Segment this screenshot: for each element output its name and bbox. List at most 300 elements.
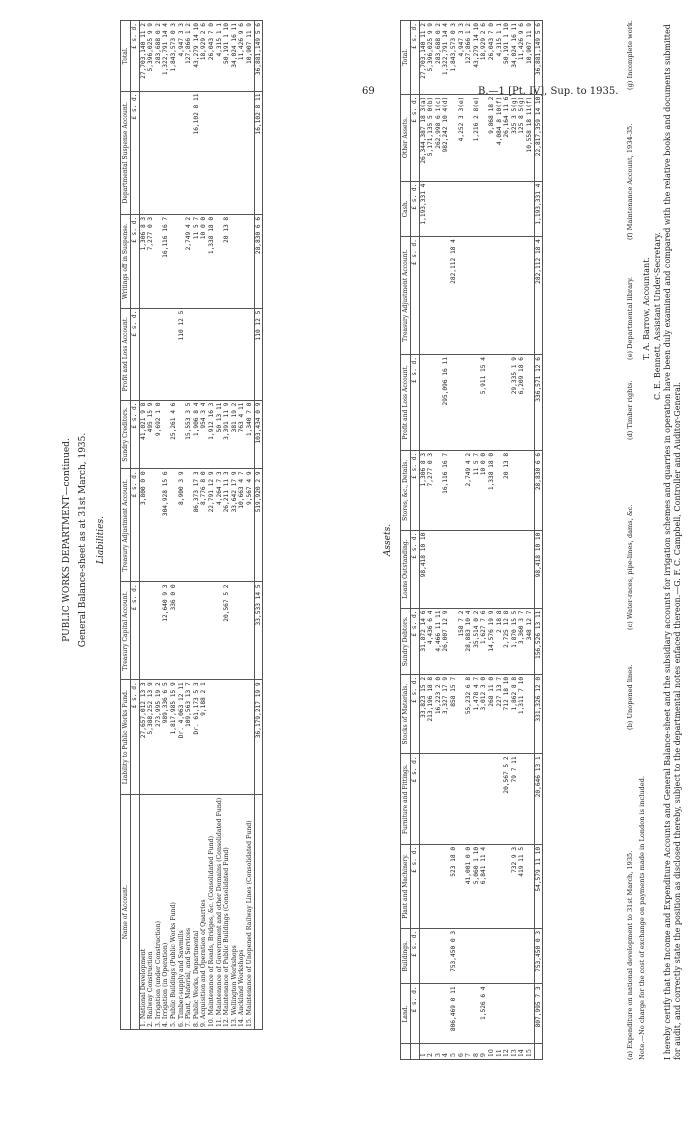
liability-value bbox=[231, 308, 239, 400]
asset-value: 4,466 11 11 bbox=[435, 608, 443, 674]
asset-value bbox=[503, 355, 511, 451]
assets-column-header: Loans Outstanding. bbox=[401, 530, 411, 608]
asset-value bbox=[427, 928, 435, 984]
asset-value bbox=[450, 355, 458, 451]
asset-value: 98,418 10 10 bbox=[419, 530, 427, 608]
units-label: £ s. d. bbox=[131, 308, 140, 400]
liability-value: 15,553 3 5 bbox=[185, 400, 193, 469]
asset-value bbox=[427, 984, 435, 1044]
asset-value bbox=[458, 450, 466, 530]
assets-column-header: Total. bbox=[401, 21, 411, 95]
liability-value bbox=[216, 680, 224, 795]
asset-value bbox=[442, 984, 450, 1044]
liability-value: 16,116 16 7 bbox=[162, 214, 170, 308]
liability-value: 5,388,252 13 9 bbox=[147, 680, 155, 795]
units-label: £ s. d. bbox=[131, 21, 140, 92]
liabilities-column-header: Treasury Adjustment Account. bbox=[121, 469, 131, 582]
table-row bbox=[231, 21, 239, 1030]
table-row bbox=[511, 21, 519, 1060]
asset-value: 2,725 12 8 bbox=[503, 608, 511, 674]
liability-value: 495 15 9 bbox=[147, 400, 155, 469]
asset-value bbox=[419, 355, 427, 451]
liability-value bbox=[238, 680, 246, 795]
asset-value: 753,450 0 3 bbox=[450, 928, 458, 984]
row-number: 7 bbox=[465, 1044, 473, 1060]
table-row bbox=[185, 21, 193, 1030]
assets-total-row bbox=[534, 21, 543, 1060]
asset-value bbox=[465, 984, 473, 1044]
asset-value: 16,116 16 7 bbox=[442, 450, 450, 530]
asset-value: 1,526 6 4 bbox=[480, 984, 488, 1044]
table-row bbox=[208, 21, 216, 1030]
asset-value bbox=[526, 928, 534, 984]
asset-value: 125 8 5(g) bbox=[518, 94, 526, 181]
asset-value: 732 9 3 bbox=[511, 844, 519, 928]
liability-value bbox=[139, 582, 147, 680]
units-label: £ s. d. bbox=[411, 237, 420, 355]
asset-value bbox=[488, 984, 496, 1044]
asset-value: 20,567 5 2 bbox=[503, 754, 511, 845]
asset-value bbox=[450, 450, 458, 530]
liability-value: 4,315 1 1 bbox=[216, 21, 224, 92]
asset-value bbox=[435, 928, 443, 984]
asset-value bbox=[465, 237, 473, 355]
asset-value bbox=[480, 530, 488, 608]
asset-value bbox=[488, 355, 496, 451]
units-label: £ s. d. bbox=[411, 450, 420, 530]
liability-value: 1,340 7 0 bbox=[246, 400, 254, 469]
units-label: £ s. d. bbox=[131, 582, 140, 680]
asset-value: 5,171,135 5 0(b) bbox=[427, 94, 435, 181]
asset-value bbox=[450, 181, 458, 237]
liabilities-column-header: Sundry Creditors. bbox=[121, 400, 131, 469]
asset-value bbox=[480, 754, 488, 845]
asset-value: 806,469 0 11 bbox=[450, 984, 458, 1044]
asset-value bbox=[427, 237, 435, 355]
liability-value bbox=[200, 582, 208, 680]
liability-value bbox=[178, 91, 186, 214]
table-row bbox=[139, 21, 147, 1030]
asset-value bbox=[435, 754, 443, 845]
asset-value: 858 15 7 bbox=[450, 674, 458, 753]
row-number: 8 bbox=[473, 1044, 481, 1060]
liabilities-column-header: Profit and Loss Account. bbox=[121, 308, 131, 400]
asset-value: 33,823 15 2 bbox=[419, 674, 427, 753]
liability-value: 41,021 9 8 bbox=[139, 400, 147, 469]
liability-value bbox=[216, 214, 224, 308]
table-row bbox=[465, 21, 473, 1060]
units-label: £ s. d. bbox=[411, 181, 420, 237]
asset-value: 55,232 6 8 bbox=[465, 674, 473, 753]
asset-value bbox=[503, 181, 511, 237]
asset-value: 41,001 0 0 bbox=[465, 844, 473, 928]
liability-value: 954 3 4 bbox=[200, 400, 208, 469]
asset-value bbox=[419, 237, 427, 355]
table-row bbox=[200, 21, 208, 1030]
table-row bbox=[246, 21, 254, 1030]
account-name: 12. Maintenance of Public Buildings (Consolidated Fund) bbox=[223, 795, 231, 1030]
asset-value bbox=[503, 928, 511, 984]
liability-value bbox=[185, 308, 193, 400]
liability-total: 16,102 8 11 bbox=[254, 91, 263, 214]
asset-value: 3,360 3 7 bbox=[518, 608, 526, 674]
table-row bbox=[480, 21, 488, 1060]
asset-value bbox=[442, 754, 450, 845]
assets-column-header: Plant and Machinery. bbox=[401, 844, 411, 928]
liability-value: 86,373 17 3 bbox=[193, 469, 201, 582]
liability-value bbox=[155, 308, 163, 400]
asset-value: 14,576 19 9 bbox=[488, 608, 496, 674]
liability-value: 43,279 14 10 bbox=[193, 21, 201, 92]
liability-value: 20 13 8 bbox=[223, 214, 231, 308]
asset-value: 7,277 0 3 bbox=[427, 450, 435, 530]
asset-value bbox=[473, 237, 481, 355]
account-name: 4. Irrigation (in Operation) bbox=[162, 795, 170, 1030]
assets-column-header: Sundry Debtors. bbox=[401, 608, 411, 674]
asset-value bbox=[450, 608, 458, 674]
liability-value bbox=[155, 469, 163, 582]
asset-value: 79 7 11 bbox=[511, 754, 519, 845]
row-number: 14 bbox=[518, 1044, 526, 1060]
liability-value bbox=[170, 308, 178, 400]
asset-value: 227 13 7 bbox=[496, 674, 504, 753]
asset-value bbox=[480, 94, 488, 181]
table-row bbox=[155, 21, 163, 1030]
liability-value bbox=[170, 469, 178, 582]
liability-value: Dr. 4,063 12 11 bbox=[178, 680, 186, 795]
asset-value: 127,866 1 2 bbox=[465, 21, 473, 95]
liability-value bbox=[208, 680, 216, 795]
asset-value: 982,242 10 4(d) bbox=[442, 94, 450, 181]
asset-value bbox=[435, 450, 443, 530]
assets-column-header: Profit and Loss Account. bbox=[401, 355, 411, 451]
asset-value bbox=[503, 984, 511, 1044]
account-name: 11. Maintenance of Government and other Domains (Consolidated Fund) bbox=[216, 795, 224, 1030]
table-row bbox=[435, 21, 443, 1060]
total-spacer bbox=[254, 795, 263, 1030]
asset-value bbox=[496, 355, 504, 451]
total-spacer bbox=[534, 1044, 543, 1060]
liability-value bbox=[208, 308, 216, 400]
liability-value bbox=[147, 582, 155, 680]
liability-value: 27,703,140 11 2 bbox=[139, 21, 147, 92]
asset-value: 4,315 1 1 bbox=[496, 21, 504, 95]
liability-total: 103,434 0 9 bbox=[254, 400, 263, 469]
table-row bbox=[503, 21, 511, 1060]
asset-value: 29,335 1 9 bbox=[511, 355, 519, 451]
asset-value: 1,311 7 10 bbox=[518, 674, 526, 753]
liability-total: 519,920 2 9 bbox=[254, 469, 263, 582]
table-row bbox=[238, 21, 246, 1030]
liabilities-title: Liabilities. bbox=[96, 516, 106, 564]
units-label: £ s. d. bbox=[411, 21, 420, 95]
liability-value: 1,338 18 0 bbox=[208, 214, 216, 308]
asset-value bbox=[526, 530, 534, 608]
asset-total: 20,646 13 1 bbox=[534, 754, 543, 845]
liability-value: 381 19 2 bbox=[231, 400, 239, 469]
assets-column-header: Treasury Adjustment Account. bbox=[401, 237, 411, 355]
footnote-f: (f) Maintenance Account, 1934-35. bbox=[626, 123, 634, 240]
asset-value bbox=[473, 754, 481, 845]
liability-value bbox=[178, 582, 186, 680]
signature-accountant: T. A. Barrow, Accountant. bbox=[642, 257, 651, 360]
asset-value: 5,060 1 10 bbox=[473, 844, 481, 928]
liabilities-column-header: Treasury Capital Account. bbox=[121, 582, 131, 680]
liability-value bbox=[185, 91, 193, 214]
asset-value bbox=[518, 530, 526, 608]
table-row bbox=[178, 21, 186, 1030]
asset-value bbox=[435, 844, 443, 928]
table-row bbox=[170, 21, 178, 1030]
liability-value: 50,191 1 10 bbox=[223, 21, 231, 92]
asset-value: 1,216 2 8(e) bbox=[473, 94, 481, 181]
liability-value: 27,657,012 13 3 bbox=[139, 680, 147, 795]
asset-value: 26,007 12 9 bbox=[442, 608, 450, 674]
asset-value bbox=[511, 181, 519, 237]
asset-value bbox=[488, 181, 496, 237]
liability-value bbox=[216, 582, 224, 680]
liabilities-table bbox=[120, 20, 263, 1030]
assets-column-header: Furniture and Fittings. bbox=[401, 754, 411, 845]
asset-value bbox=[518, 181, 526, 237]
account-name: 2. Railway Construction bbox=[147, 795, 155, 1030]
liability-value bbox=[231, 214, 239, 308]
table-row bbox=[216, 21, 224, 1030]
asset-value bbox=[435, 984, 443, 1044]
liability-value: 16,102 8 11 bbox=[193, 91, 201, 214]
liability-value: 26,043 7 0 bbox=[208, 21, 216, 92]
liability-value bbox=[246, 91, 254, 214]
asset-total: 54,579 11 10 bbox=[534, 844, 543, 928]
row-number: 10 bbox=[488, 1044, 496, 1060]
liability-value bbox=[155, 582, 163, 680]
asset-value: 26,043 7 0 bbox=[488, 21, 496, 95]
asset-value: 3,012 3 0 bbox=[480, 674, 488, 753]
row-number: 15 bbox=[526, 1044, 534, 1060]
account-name: 14. Auckland Workshops bbox=[238, 795, 246, 1030]
liability-value: 8,776 8 0 bbox=[200, 469, 208, 582]
asset-value bbox=[496, 237, 504, 355]
liability-value bbox=[147, 308, 155, 400]
liability-value bbox=[223, 91, 231, 214]
row-number: 4 bbox=[442, 1044, 450, 1060]
asset-value bbox=[511, 530, 519, 608]
asset-value bbox=[526, 355, 534, 451]
asset-value: 1,627 7 6 bbox=[480, 608, 488, 674]
liabilities-units-row bbox=[131, 21, 140, 1030]
asset-value bbox=[503, 237, 511, 355]
liability-value: 9,567 4 9 bbox=[246, 469, 254, 582]
asset-value bbox=[465, 355, 473, 451]
asset-value bbox=[458, 674, 466, 753]
asset-value: 262,998 6 1(c) bbox=[435, 94, 443, 181]
asset-value: 11,426 9 6 bbox=[518, 21, 526, 95]
assets-column-header: Land. bbox=[401, 984, 411, 1044]
row-number: 12 bbox=[503, 1044, 511, 1060]
liability-value: 1,322,791 14 4 bbox=[162, 21, 170, 92]
asset-value: 10,907 11 9 bbox=[526, 21, 534, 95]
assets-column-header: Cash. bbox=[401, 181, 411, 237]
liability-total: 33,533 14 5 bbox=[254, 582, 263, 680]
liabilities-column-header: Total. bbox=[121, 21, 131, 92]
asset-value bbox=[473, 181, 481, 237]
liability-value: 4,264 7 3 bbox=[216, 469, 224, 582]
liability-value bbox=[231, 680, 239, 795]
asset-value: 3,327 17 9 bbox=[442, 674, 450, 753]
liability-value: 3,800 0 0 bbox=[139, 469, 147, 582]
units-label: £ s. d. bbox=[411, 674, 420, 753]
asset-value: 35,514 0 2 bbox=[473, 608, 481, 674]
liability-value: 336 0 0 bbox=[170, 582, 178, 680]
units-label: £ s. d. bbox=[411, 355, 420, 451]
asset-value: 11 5 7 bbox=[473, 450, 481, 530]
liability-value: 304,928 15 6 bbox=[162, 469, 170, 582]
asset-value bbox=[435, 530, 443, 608]
department-title: PUBLIC WORKS DEPARTMENT—continued. bbox=[62, 438, 72, 642]
asset-total: 28,830 6 6 bbox=[534, 450, 543, 530]
asset-value: 419 11 5 bbox=[518, 844, 526, 928]
account-name: 5. Public Buildings (Public Works Fund) bbox=[170, 795, 178, 1030]
units-spacer bbox=[131, 795, 140, 1030]
asset-value bbox=[435, 181, 443, 237]
asset-value bbox=[419, 984, 427, 1044]
asset-value bbox=[450, 94, 458, 181]
asset-value: 1,862 8 8 bbox=[511, 674, 519, 753]
asset-value bbox=[496, 928, 504, 984]
asset-value bbox=[458, 355, 466, 451]
asset-value bbox=[496, 844, 504, 928]
account-name: 10. Maintenance of Roads, Bridges, &c. (Consolidated Fund) bbox=[208, 795, 216, 1030]
liabilities-column-header: Name of Account. bbox=[121, 795, 131, 1030]
asset-value: 4,252 3 3(e) bbox=[458, 94, 466, 181]
liability-value bbox=[185, 469, 193, 582]
asset-value bbox=[526, 237, 534, 355]
asset-value bbox=[518, 754, 526, 845]
liability-value bbox=[162, 308, 170, 400]
asset-value: 10 0 0 bbox=[480, 450, 488, 530]
table-row bbox=[518, 21, 526, 1060]
units-label: £ s. d. bbox=[131, 214, 140, 308]
asset-value: 4,084 8 10(f) bbox=[496, 94, 504, 181]
liability-value bbox=[208, 582, 216, 680]
units-label: £ s. d. bbox=[411, 844, 420, 928]
table-row bbox=[488, 21, 496, 1060]
asset-value: 6,209 18 6 bbox=[518, 355, 526, 451]
liability-value: 1,306 8 3 bbox=[139, 214, 147, 308]
asset-total: 331,326 12 0 bbox=[534, 674, 543, 753]
assets-title: Assets. bbox=[383, 523, 393, 557]
liability-value: 11 5 7 bbox=[193, 214, 201, 308]
table-row bbox=[442, 21, 450, 1060]
table-row bbox=[223, 21, 231, 1030]
table-row bbox=[147, 21, 155, 1030]
row-number: 1 bbox=[419, 1044, 427, 1060]
liability-value: 1,912 16 3 bbox=[208, 400, 216, 469]
asset-value: 1,193,331 4 bbox=[419, 181, 427, 237]
asset-value bbox=[511, 928, 519, 984]
liability-value: 10,907 11 9 bbox=[246, 21, 254, 92]
assets-column-header bbox=[401, 1044, 411, 1060]
liability-value bbox=[185, 582, 193, 680]
asset-value bbox=[450, 754, 458, 845]
balance-sheet-rotated bbox=[58, 20, 698, 1060]
asset-value: 34,024 16 11 bbox=[511, 21, 519, 95]
asset-value bbox=[518, 450, 526, 530]
liability-value bbox=[155, 91, 163, 214]
asset-value bbox=[442, 928, 450, 984]
table-row bbox=[427, 21, 435, 1060]
footnote-c: (c) Water-races, pipe-lines, dams, &c. bbox=[626, 504, 634, 630]
asset-value bbox=[458, 984, 466, 1044]
asset-value: 18,929 2 6 bbox=[480, 21, 488, 95]
asset-value bbox=[465, 754, 473, 845]
asset-total: 282,112 18 4 bbox=[534, 237, 543, 355]
asset-value bbox=[518, 984, 526, 1044]
asset-value: 20 13 8 bbox=[503, 450, 511, 530]
liability-value: 5,396,025 9 9 bbox=[147, 21, 155, 92]
liabilities-header-row bbox=[121, 21, 131, 1030]
liability-value bbox=[162, 91, 170, 214]
asset-value bbox=[427, 530, 435, 608]
liability-value: 8,900 3 9 bbox=[178, 469, 186, 582]
asset-value bbox=[442, 530, 450, 608]
footnote-e: (e) Departmental library. bbox=[626, 276, 634, 360]
table-row bbox=[419, 21, 427, 1060]
units-label: £ s. d. bbox=[131, 91, 140, 214]
asset-value: 348 12 7 bbox=[526, 608, 534, 674]
asset-value bbox=[488, 844, 496, 928]
asset-value bbox=[427, 754, 435, 845]
units-label: £ s. d. bbox=[411, 94, 420, 181]
liability-value: 2,749 4 2 bbox=[185, 214, 193, 308]
liability-value: 50 13 11 bbox=[216, 400, 224, 469]
liability-total: 36,881,149 5 6 bbox=[254, 21, 263, 92]
assets-column-header: Buildings. bbox=[401, 928, 411, 984]
asset-value bbox=[518, 237, 526, 355]
asset-value bbox=[427, 181, 435, 237]
liability-value: 18,929 2 6 bbox=[200, 21, 208, 92]
asset-value: 1,478 4 7 bbox=[473, 674, 481, 753]
footnote-d: (d) Timber rights. bbox=[626, 380, 634, 440]
asset-value bbox=[511, 984, 519, 1044]
liability-value bbox=[246, 214, 254, 308]
liability-value: 22,791 12 9 bbox=[208, 469, 216, 582]
asset-value: 712 18 10 bbox=[503, 674, 511, 753]
footnote-a: (a) Expenditure on national development to 31st March, 1935. bbox=[626, 850, 634, 1060]
asset-value: 2 18 8 bbox=[496, 608, 504, 674]
row-number: 5 bbox=[450, 1044, 458, 1060]
assets-column-header: Stores, &c., Details. bbox=[401, 450, 411, 530]
asset-value bbox=[458, 844, 466, 928]
asset-value: 2,749 4 2 bbox=[465, 450, 473, 530]
liability-value: 12,640 9 3 bbox=[162, 582, 170, 680]
asset-value bbox=[488, 530, 496, 608]
liability-value bbox=[231, 91, 239, 214]
row-number: 11 bbox=[496, 1044, 504, 1060]
asset-value bbox=[496, 984, 504, 1044]
asset-value: 6,841 11 4 bbox=[480, 844, 488, 928]
asset-value bbox=[526, 844, 534, 928]
row-number: 3 bbox=[435, 1044, 443, 1060]
liability-value: 34,024 16 11 bbox=[231, 21, 239, 92]
asset-value: 50,191 1 10 bbox=[503, 21, 511, 95]
liability-value bbox=[178, 400, 186, 469]
asset-value: 5,911 15 4 bbox=[480, 355, 488, 451]
account-name: 1. National Development bbox=[139, 795, 147, 1030]
account-name: 6. Timber-supply and Sawmills bbox=[178, 795, 186, 1030]
liability-value bbox=[246, 308, 254, 400]
asset-value bbox=[435, 355, 443, 451]
